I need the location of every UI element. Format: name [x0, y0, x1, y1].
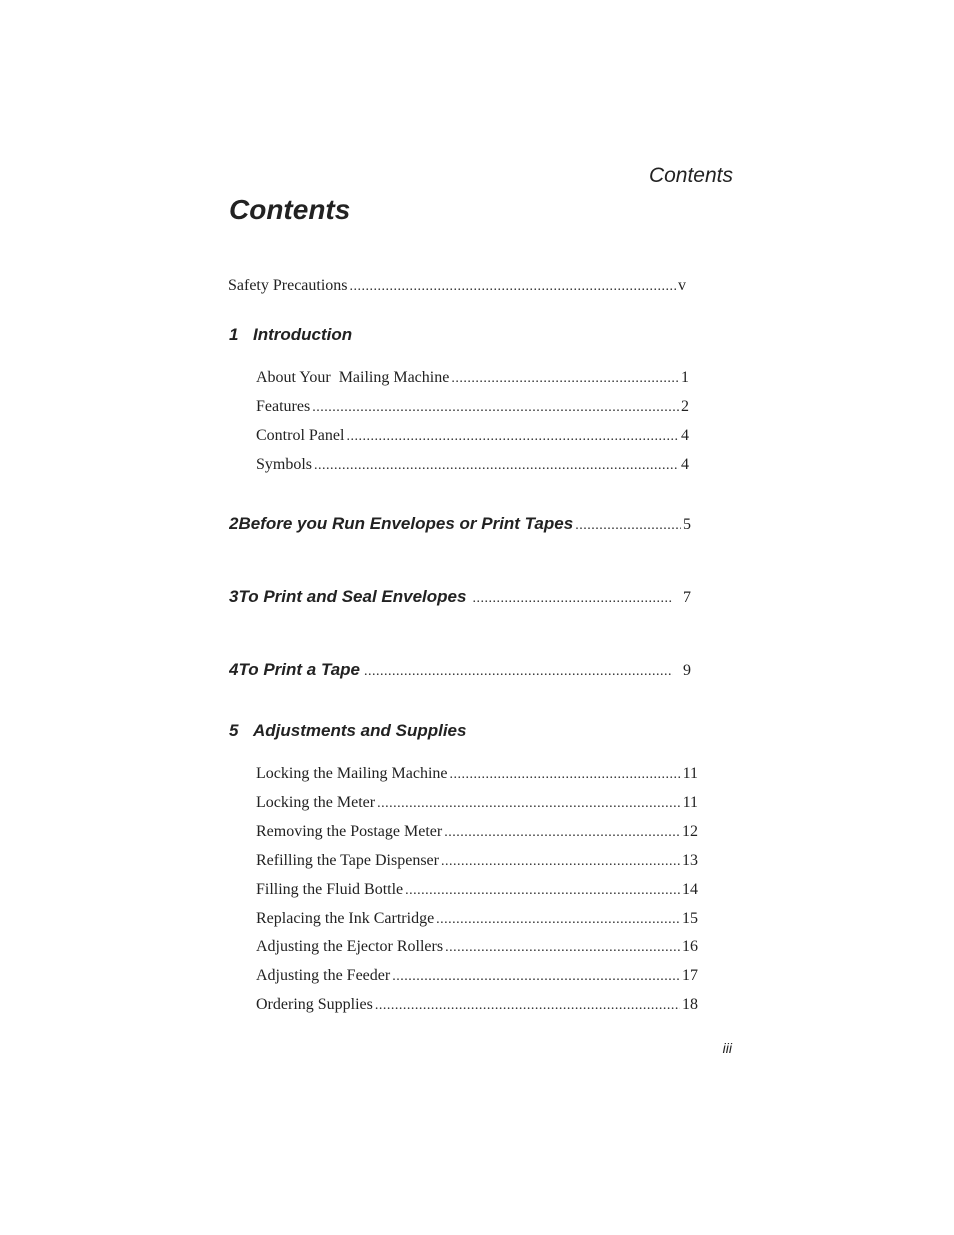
toc-entry-page: 15	[682, 910, 698, 927]
chapter-heading-2[interactable]	[229, 514, 691, 534]
toc-entry-adjusting-the-feeder[interactable]	[256, 967, 698, 985]
toc-entry-page: 12	[682, 823, 698, 840]
toc-entry-ordering-supplies[interactable]	[256, 996, 698, 1014]
toc-entry-label: Adjusting the Feeder	[256, 967, 391, 984]
dot-leader	[441, 854, 680, 870]
dot-leader	[392, 969, 680, 985]
toc-entry-features[interactable]	[256, 398, 689, 416]
toc-entry-label: Features	[256, 398, 311, 415]
page-title: Contents	[229, 194, 351, 225]
dot-leader	[451, 371, 679, 387]
toc-entry-page: 4	[681, 427, 689, 444]
toc-entry-label: Control Panel	[256, 427, 345, 444]
chapter-title: To Print and Seal Envelopes	[238, 587, 467, 606]
toc-entry-removing-the-postage-meter[interactable]	[256, 823, 698, 841]
toc-entry-symbols[interactable]	[256, 456, 689, 474]
toc-entry-page: 11	[682, 794, 698, 811]
dot-leader	[405, 883, 680, 899]
toc-entry-page: 14	[682, 881, 698, 898]
toc-entry-label: Adjusting the Ejector Rollers	[256, 938, 444, 955]
toc-entry-label: Safety Precautions	[228, 277, 348, 294]
dot-leader	[450, 767, 681, 783]
toc-entry-label: Symbols	[256, 456, 313, 473]
toc-entry-label: Locking the Mailing Machine	[256, 765, 448, 782]
chapter-heading-3[interactable]	[229, 587, 691, 607]
toc-entry-page: 11	[682, 765, 698, 782]
toc-entry-label: Ordering Supplies	[256, 996, 373, 1013]
dot-leader	[375, 998, 680, 1014]
toc-entry-safety-precautions[interactable]	[228, 277, 686, 295]
toc-entry-locking-the-meter[interactable]	[256, 794, 698, 812]
chapter-page: 7	[683, 589, 691, 606]
toc-entry-about-your-mailing-machine[interactable]	[256, 369, 689, 387]
chapter-heading-4[interactable]	[229, 660, 691, 680]
dot-leader	[575, 518, 681, 534]
dot-leader	[472, 591, 673, 607]
chapter-heading-5[interactable]	[229, 721, 689, 741]
chapter-title: Adjustments and Supplies	[253, 721, 467, 740]
toc-entry-filling-the-fluid-bottle[interactable]	[256, 881, 698, 899]
toc-entry-page: 16	[682, 938, 698, 955]
toc-entry-page: 13	[682, 852, 698, 869]
toc-entry-adjusting-the-ejector-rollers[interactable]	[256, 938, 698, 956]
toc-entry-page: v	[678, 277, 686, 294]
dot-leader	[346, 429, 679, 445]
dot-leader	[364, 664, 673, 680]
toc-entry-replacing-the-ink-cartridge[interactable]	[256, 910, 698, 928]
toc-entry-page: 1	[681, 369, 689, 386]
chapter-title: Before you Run Envelopes or Print Tapes	[238, 514, 574, 533]
chapter-title: To Print a Tape	[238, 660, 361, 679]
toc-entry-label: Replacing the Ink Cartridge	[256, 910, 435, 927]
toc-entry-control-panel[interactable]	[256, 427, 689, 445]
chapter-page: 5	[683, 516, 691, 533]
chapter-heading-1[interactable]	[229, 325, 689, 345]
chapter-number: 4	[229, 660, 239, 679]
toc-entry-label: Locking the Meter	[256, 794, 376, 811]
dot-leader	[312, 400, 679, 416]
toc-entry-refilling-the-tape-dispenser[interactable]	[256, 852, 698, 870]
dot-leader	[445, 940, 680, 956]
chapter-title: Introduction	[253, 325, 353, 344]
dot-leader	[377, 796, 681, 812]
dot-leader	[314, 458, 679, 474]
running-head: Contents	[648, 164, 733, 187]
page-folio: iii	[722, 1040, 732, 1056]
toc-entry-label: About Your Mailing Machine	[256, 369, 450, 386]
toc-entry-label: Refilling the Tape Dispenser	[256, 852, 439, 869]
toc-entry-page: 18	[682, 996, 698, 1013]
toc-entry-locking-the-mailing-machine[interactable]	[256, 765, 698, 783]
toc-entry-label: Filling the Fluid Bottle	[256, 881, 404, 898]
dot-leader	[436, 912, 680, 928]
chapter-number: 1	[229, 325, 239, 344]
dot-leader	[350, 279, 676, 295]
toc-entry-page: 17	[682, 967, 698, 984]
dot-leader	[444, 825, 680, 841]
toc-entry-page: 2	[681, 398, 689, 415]
chapter-number: 5	[229, 721, 239, 740]
toc-entry-label: Removing the Postage Meter	[256, 823, 443, 840]
chapter-number: 2	[229, 514, 239, 533]
chapter-number: 3	[229, 587, 239, 606]
chapter-page: 9	[683, 662, 691, 679]
toc-entry-page: 4	[681, 456, 689, 473]
